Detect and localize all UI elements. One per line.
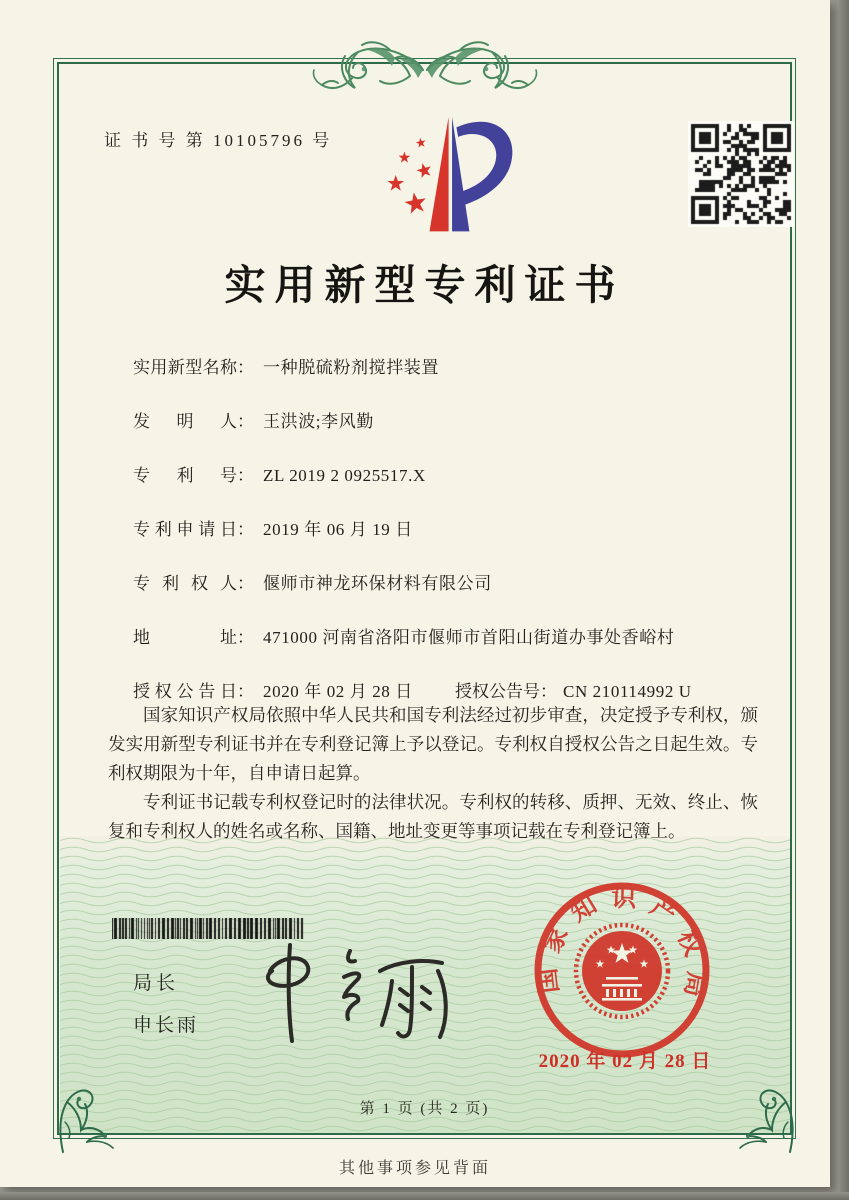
legal-paragraph-1: 国家知识产权局依照中华人民共和国专利法经过初步审查，决定授予专利权，颁发实用新型专利证书并在专利登记簿上予以登记。专利权自授权公告之日起生效。专利权期限为十年，自申请日起算。 xyxy=(108,705,758,783)
field-utility-model-name: 实用新型名称： 一种脱硫粉剂搅拌装置 xyxy=(133,354,773,381)
field-patentee: 专利权人： 偃师市神龙环保材料有限公司 xyxy=(133,570,773,597)
field-value: 2020 年 02 月 28 日 xyxy=(263,682,413,701)
back-side-note: 其他事项参见背面 xyxy=(338,1160,491,1177)
field-inventor: 发明人： 王洪波;李风勤 xyxy=(133,408,773,435)
field-label: 地址 xyxy=(133,628,237,647)
director-signature-icon xyxy=(252,933,482,1051)
page-indicator: 第 1 页 (共 2 页) xyxy=(359,1101,490,1117)
field-patent-number: 专利号： ZL 2019 2 0925517.X xyxy=(133,462,773,489)
field-label: 授权公告号 xyxy=(455,682,540,701)
field-label: 实用新型名称 xyxy=(133,358,237,377)
legal-paragraph-2: 专利证书记载专利权登记时的法律状况。专利权的转移、质押、无效、终止、恢复和专利权人的姓名或名称、国籍、地址变更等事项记载在专利登记簿上。 xyxy=(108,792,758,841)
field-value: 一种脱硫粉剂搅拌装置 xyxy=(263,358,439,377)
field-address: 地址： 471000 河南省洛阳市偃师市首阳山街道办事处香峪村 xyxy=(133,624,773,651)
field-label: 授权公告日 xyxy=(133,682,237,701)
legal-text xyxy=(108,701,758,846)
seal-ring-text: 国家知识产权局 xyxy=(534,885,710,999)
corner-flourish-icon xyxy=(55,1082,115,1154)
field-value: 471000 河南省洛阳市偃师市首阳山街道办事处香峪村 xyxy=(263,628,675,647)
field-value: 偃师市神龙环保材料有限公司 xyxy=(263,574,492,593)
field-label: 专利权人 xyxy=(133,574,237,593)
scan-edge-right xyxy=(839,0,849,1200)
cnipa-logo-icon xyxy=(362,110,530,240)
national-ip-office-seal-icon xyxy=(532,880,712,1060)
qr-code-icon xyxy=(688,121,794,227)
officer-title: 局长 xyxy=(133,973,180,994)
certificate-title: 实用新型专利证书 xyxy=(224,262,625,308)
field-grant-date: 授权公告日： 2020 年 02 月 28 日 授权公告号： CN 210114992 U xyxy=(133,678,773,705)
seal-date: 2020 年 02 月 28 日 xyxy=(538,1051,712,1072)
scan-edge-bottom xyxy=(0,1192,849,1200)
field-value: CN 210114992 U xyxy=(563,682,692,701)
field-filing-date: 专利申请日： 2019 年 06 月 19 日 xyxy=(133,516,773,543)
field-value: 2019 年 06 月 19 日 xyxy=(263,520,413,539)
officer-name: 申长雨 xyxy=(133,1015,200,1036)
certificate-number: 证 书 号 第 10105796 号 xyxy=(104,131,333,150)
field-value: ZL 2019 2 0925517.X xyxy=(263,466,426,485)
certificate-fields xyxy=(133,354,773,732)
dragon-scroll-flourish-top xyxy=(300,36,550,96)
field-label: 发明人 xyxy=(133,412,237,431)
field-label: 专利号 xyxy=(133,466,237,485)
field-grant-publication-number: 授权公告号： CN 210114992 U xyxy=(455,682,692,701)
field-value: 王洪波;李风勤 xyxy=(263,412,374,431)
corner-flourish-icon xyxy=(738,1082,798,1154)
field-label: 专利申请日 xyxy=(133,520,237,539)
